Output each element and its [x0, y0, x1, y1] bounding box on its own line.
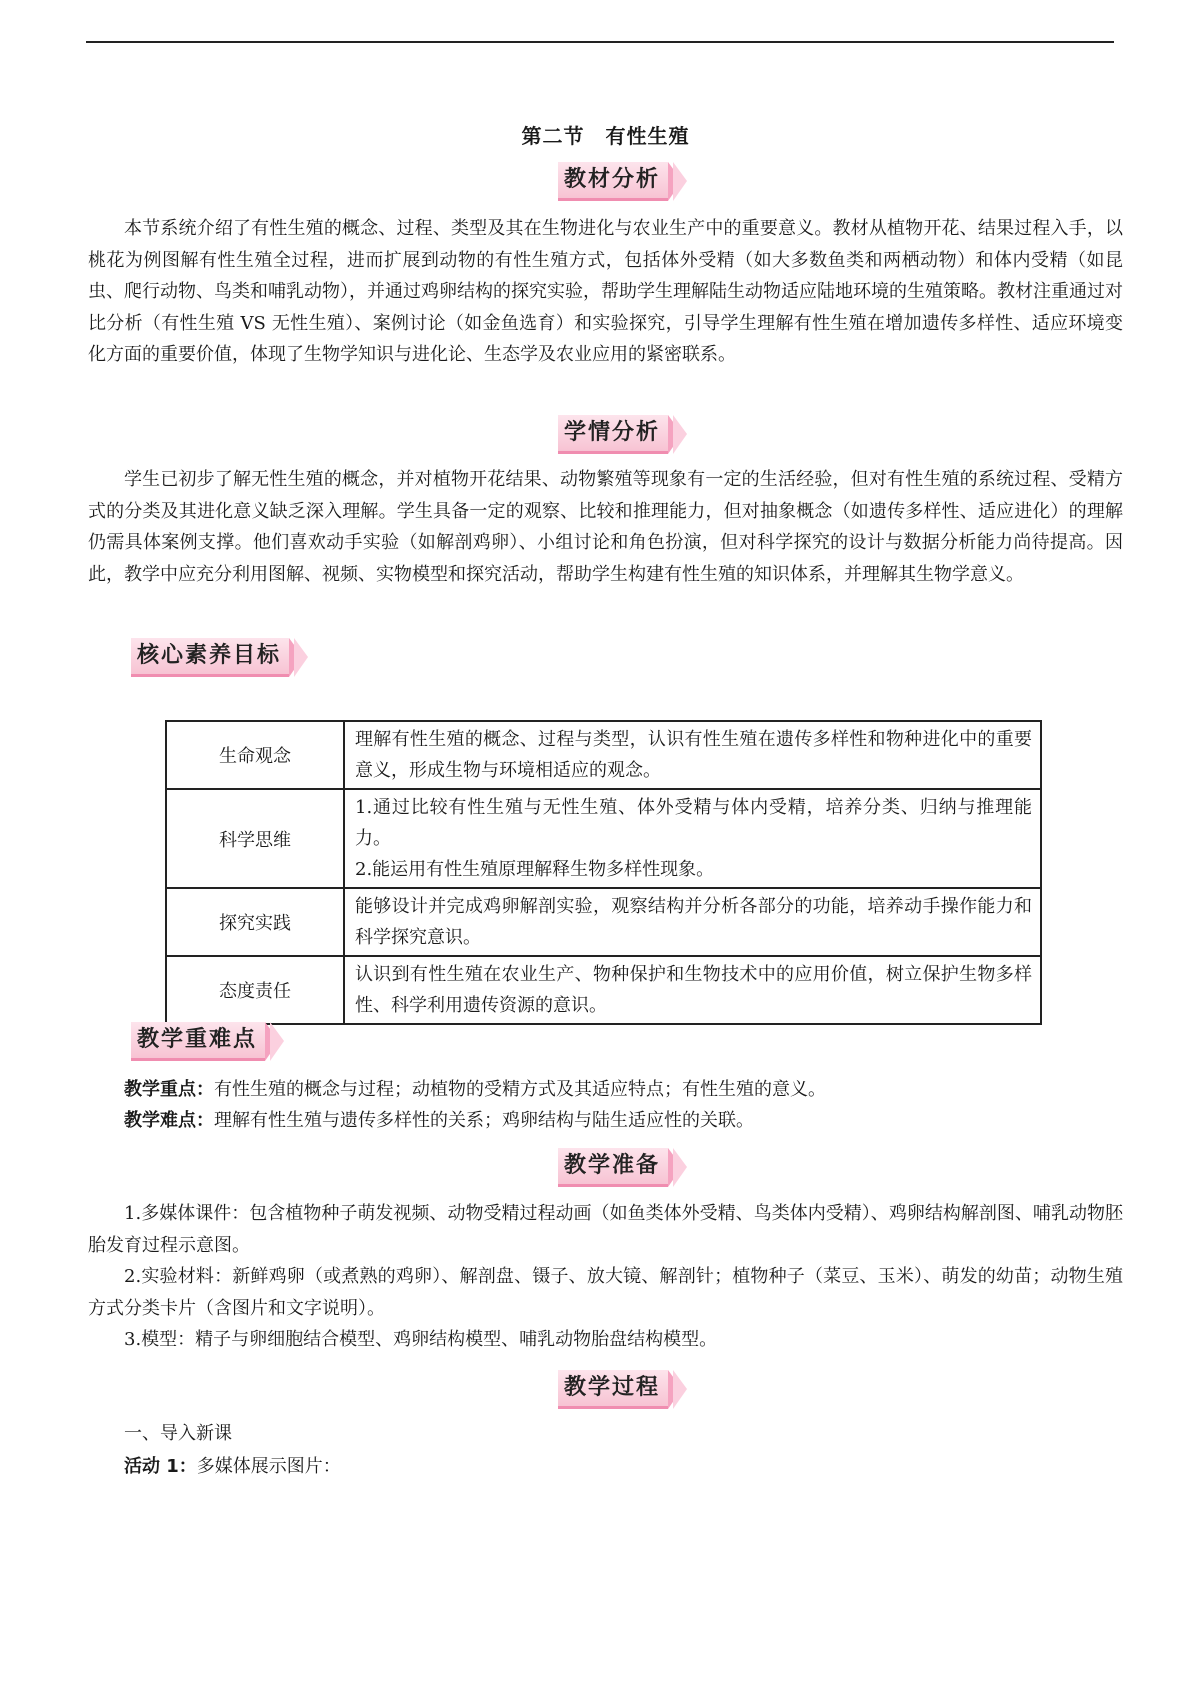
table-row [166, 789, 1041, 888]
badge-core-goals [131, 638, 308, 676]
header-rule [86, 41, 1114, 43]
goal-name: 探究实践 [166, 888, 344, 956]
badge-label: 教学过程 [558, 1370, 668, 1409]
goal-description: 认识到有性生殖在农业生产、物种保护和生物技术中的应用价值，树立保护生物多样性、科学利用遗传资源的意识。 [344, 956, 1041, 1024]
activity-text: 多媒体展示图片： [196, 1456, 341, 1477]
goal-name: 科学思维 [166, 789, 344, 888]
teaching-focus-label: 教学重点： [124, 1079, 214, 1100]
teaching-difficulty [88, 1105, 1123, 1136]
badge-arrow-icon [673, 1370, 687, 1409]
badge-key-points [131, 1022, 284, 1060]
badge-textbook-analysis [558, 162, 687, 200]
goal-description: 能够设计并完成鸡卵解剖实验，观察结构并分析各部分的功能，培养动手操作能力和科学探究意识。 [344, 888, 1041, 956]
table-row [166, 956, 1041, 1024]
badge-label: 学情分析 [558, 415, 668, 454]
activity-1 [88, 1451, 1123, 1482]
badge-preparation [558, 1148, 687, 1186]
teaching-difficulty-label: 教学难点： [124, 1110, 214, 1131]
preparation-item: 2.实验材料：新鲜鸡卵（或煮熟的鸡卵）、解剖盘、镊子、放大镜、解剖针；植物种子（菜豆、玉米）、萌发的幼苗；动物生殖方式分类卡片（含图片和文字说明）。 [88, 1266, 1123, 1319]
section-title: 第二节 有性生殖 [521, 124, 690, 148]
core-goals-table [165, 720, 1042, 1025]
badge-arrow-icon [673, 162, 687, 201]
goal-description [344, 789, 1041, 888]
badge-label: 教学准备 [558, 1148, 668, 1187]
goal-name: 态度责任 [166, 956, 344, 1024]
teaching-difficulty-text: 理解有性生殖与遗传多样性的关系；鸡卵结构与陆生适应性的关联。 [214, 1110, 754, 1131]
preparation-item: 3.模型：精子与卵细胞结合模型、鸡卵结构模型、哺乳动物胎盘结构模型。 [124, 1329, 718, 1350]
teaching-focus-text: 有性生殖的概念与过程；动植物的受精方式及其适应特点；有性生殖的意义。 [214, 1079, 826, 1100]
table-row [166, 888, 1041, 956]
badge-arrow-icon [270, 1022, 284, 1061]
badge-arrow-icon [673, 1148, 687, 1187]
process-intro: 一、导入新课 [124, 1423, 232, 1444]
badge-label: 教材分析 [558, 162, 668, 201]
student-analysis-paragraph: 学生已初步了解无性生殖的概念，并对植物开花结果、动物繁殖等现象有一定的生活经验，但对有性生殖的系统过程、受精方式的分类及其进化意义缺乏深入理解。学生具备一定的观察、比较和推理能力，但对抽象概念（如遗传多样性、适应进化）的理解仍需具体案例支撑。他们喜欢动手实验（如解剖鸡卵）、小组讨论和角色扮演，但对科学探究的设计与数据分析能力尚待提高。因此，教学中应充分利用图解、视频、实物模型和探究活动，帮助学生构建有性生殖的知识体系，并理解其生物学意义。 [88, 469, 1123, 585]
badge-arrow-icon [673, 415, 687, 454]
goal-description: 理解有性生殖的概念、过程与类型，认识有性生殖在遗传多样性和物种进化中的重要意义，形成生物与环境相适应的观念。 [344, 721, 1041, 789]
preparation-item: 1.多媒体课件：包含植物种子萌发视频、动物受精过程动画（如鱼类体外受精、鸟类体内受精）、鸡卵结构解剖图、哺乳动物胚胎发育过程示意图。 [88, 1203, 1123, 1256]
badge-label: 核心素养目标 [131, 638, 289, 677]
goal-description-line: 1.通过比较有性生殖与无性生殖、体外受精与体内受精，培养分类、归纳与推理能力。 [355, 797, 1032, 849]
badge-arrow-icon [294, 638, 308, 677]
activity-label: 活动 1： [124, 1456, 197, 1477]
badge-label: 教学重难点 [131, 1022, 265, 1061]
table-row [166, 721, 1041, 789]
badge-student-analysis [558, 415, 687, 453]
textbook-analysis-paragraph: 本节系统介绍了有性生殖的概念、过程、类型及其在生物进化与农业生产中的重要意义。教材从植物开花、结果过程入手，以桃花为例图解有性生殖全过程，进而扩展到动物的有性生殖方式，包括体外受精（如大多数鱼类和两栖动物）和体内受精（如昆虫、爬行动物、鸟类和哺乳动物），并通过鸡卵结构的探究实验，帮助学生理解陆生动物适应陆地环境的生殖策略。教材注重通过对比分析（有性生殖 VS 无性生殖）、案例讨论（如金鱼选育）和实验探究，引导学生理解有性生殖在增加遗传多样性、适应环境变化方面的重要价值，体现了生物学知识与进化论、生态学及农业应用的紧密联系。 [88, 218, 1123, 365]
goal-description-line: 2.能运用有性生殖原理解释生物多样性现象。 [355, 859, 715, 880]
teaching-focus [88, 1074, 1123, 1105]
goal-name: 生命观念 [166, 721, 344, 789]
badge-process [558, 1370, 687, 1408]
